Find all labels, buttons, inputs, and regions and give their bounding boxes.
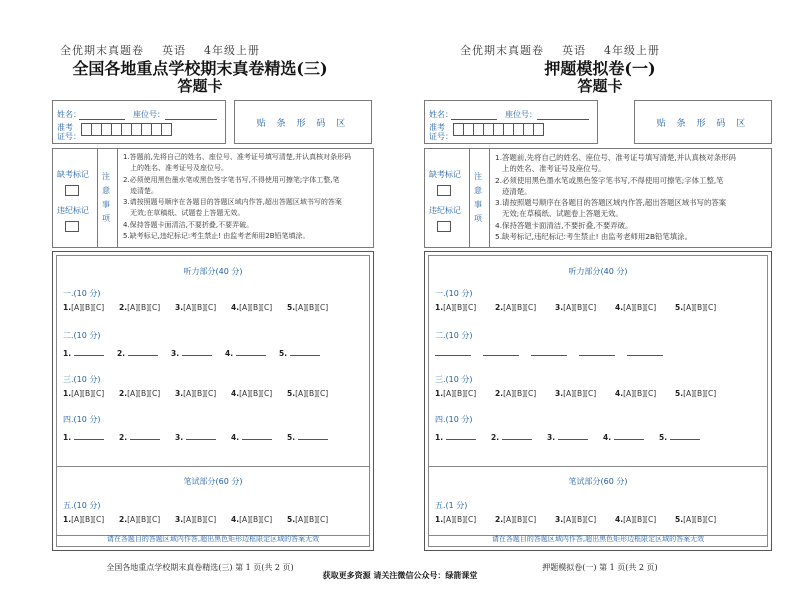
answer-card-right [400, 0, 800, 612]
seat-label: 座位号： [133, 110, 165, 119]
violation-mark-box[interactable] [65, 221, 79, 232]
id-label-1: 准考 [429, 123, 445, 132]
promo-banner: 获取更多资源 请关注微信公众号：绿箭课堂 [322, 571, 478, 580]
id-label-2: 证号： [57, 132, 81, 141]
section-4-head: 四.(10 分) [435, 415, 473, 424]
series-header: 全优期末真题卷 英语 4年级上册 [60, 44, 260, 57]
boundary-warning: 请在各题目的答题区域内作答,超出黑色矩形边框限定区域的答案无效 [106, 535, 320, 543]
page-footer: 押题模拟卷(一) 第 1 页(共 2 页) [542, 563, 658, 572]
page-footer: 全国各地重点学校期末真卷精选(三) 第 1 页(共 2 页) [106, 563, 294, 572]
mark-column [53, 149, 98, 247]
listening-title: 听力部分(40 分) [183, 267, 243, 276]
page-title: 押题模拟卷(一) [544, 59, 656, 78]
missing-mark-box[interactable] [65, 185, 79, 196]
listening-title: 听力部分(40 分) [568, 267, 628, 276]
name-field[interactable] [79, 119, 125, 120]
answer-area [52, 251, 374, 551]
name-label: 姓名： [57, 110, 81, 119]
missing-mark-label: 缺考标记 [57, 170, 89, 179]
violation-mark-label: 违纪标记 [429, 206, 461, 215]
section-2-head: 二.(10 分) [63, 331, 101, 340]
notice-list: 1.答题前,先将自己的姓名、座位号、准考证号填写清楚,并认真核对条形码 上的姓名、准考证号及座位号。 2.必须使用黑色墨水笔或黑色签字笔书写,不得使用可擦笔;字体工整,笔 迹清楚。 3.请按照题号顺序在各题目的答题区域内作答,超出答题区域书写的答案 无效;在草稿纸、试题卷上答题无效。 4.保持答题卡面清洁,不要折叠,不要弄破。 5.缺考标记,违纪标记:考生禁止! 由监考老师用2B铅笔填涂。 [123, 153, 352, 241]
section-divider [57, 466, 369, 467]
section-4-head: 四.(10 分) [63, 415, 101, 424]
section-3-head: 三.(10 分) [435, 375, 473, 384]
section-1-head: 一.(10 分) [435, 289, 473, 298]
barcode-area: 贴 条 形 码 区 [634, 100, 772, 144]
mark-column [425, 149, 470, 247]
writing-title: 笔试部分(60 分) [183, 477, 243, 486]
boundary-warning: 请在各题目的答题区域内作答,超出黑色矩形边框限定区域的答案无效 [491, 535, 705, 543]
section-5-head: 五.(1 分) [435, 501, 468, 510]
section-2-blanks[interactable] [435, 347, 765, 357]
notice-heading: 注 意 事 项 [469, 149, 490, 247]
notice-box [52, 148, 374, 248]
exam-id-cells[interactable] [453, 123, 543, 136]
section-3-head: 三.(10 分) [63, 375, 101, 384]
student-info-box [52, 100, 226, 144]
violation-mark-box[interactable] [437, 221, 451, 232]
section-1-head: 一.(10 分) [63, 289, 101, 298]
answer-area [424, 251, 772, 551]
section-divider [429, 466, 767, 467]
answer-inner-frame: 听力部分(40 分) 一.(10 分) 1.[A][B][C] 2.[A][B][C] 3.[A][B][C] 4.[A][B][C] 5.[A][B][C] 二.(10 分) 三.(10 分) 1.[A][B][C] 2.[A][B][C] 3.[A][B][C] 4.[A][B][C] 5.[A][B][C] 四.(10 分) 1. 2. 3. 4. 5. 笔试部分(60 分) 五.(1 分) 1.[A][B][C] 2.[A][B][C] 3.[A][B][C] 4.[A][B][C] 5.[A][B][C] 请在各题目的答题区域内作答,超出黑色矩形边框限定区域的答案无效 [428, 255, 768, 547]
page-subtitle: 答题卡 [577, 77, 623, 95]
id-label-2: 证号： [429, 132, 453, 141]
seat-field[interactable] [165, 119, 217, 120]
section-5-head: 五.(10 分) [63, 501, 101, 510]
violation-mark-label: 违纪标记 [57, 206, 89, 215]
notice-heading: 注 意 事 项 [97, 149, 118, 247]
answer-inner-frame: 听力部分(40 分) 一.(10 分) 1.[A][B][C] 2.[A][B][C] 3.[A][B][C] 4.[A][B][C] 5.[A][B][C] 二.(10 分) 1. 2. 3. 4. 5. 三.(10 分) 1.[A][B][C] 2.[A][B][C] 3.[A][B][C] 4.[A][B][C] 5.[A][B][C] 四.(10 分) 1. 2. 3. 4. 5. 笔试部分(60 分) 五.(10 分) 1.[A][B][C] 2.[A][B][C] 3.[A][B][C] 4.[A][B][C] 5.[A][B][C] 请在各题目的答题区域内作答,超出黑色矩形边框限定区域的答案无效 [56, 255, 370, 547]
page-title: 全国各地重点学校期末真卷精选(三) [72, 59, 328, 78]
name-field[interactable] [451, 119, 497, 120]
student-info-box [424, 100, 598, 144]
section-2-head: 二.(10 分) [435, 331, 473, 340]
exam-id-cells[interactable] [81, 123, 171, 136]
barcode-area: 贴 条 形 码 区 [234, 100, 372, 144]
missing-mark-label: 缺考标记 [429, 170, 461, 179]
name-label: 姓名： [429, 110, 453, 119]
seat-field[interactable] [537, 119, 589, 120]
page-subtitle: 答题卡 [177, 77, 223, 95]
series-header: 全优期末真题卷 英语 4年级上册 [460, 44, 660, 57]
id-label-1: 准考 [57, 123, 73, 132]
writing-title: 笔试部分(60 分) [568, 477, 628, 486]
notice-list: 1.答题前,先将自己的姓名、座位号、准考证号填写清楚,并认真核对条形码 上的姓名、准考证号及座位号。 2.必须使用黑色墨水笔或黑色签字笔书写,不得使用可擦笔;字体工整,笔 迹清楚。 3.请按照题号顺序在各题目的答题区域内作答,超出答题区域书写的答案 无效;在草稿纸、试题卷上答题无效。 4.保持答题卡面清洁,不要折叠,不要弄破。 5.缺考标记,违纪标记:考生禁止! 由监考老师用2B铅笔填涂。 [495, 153, 736, 242]
notice-box [424, 148, 772, 248]
missing-mark-box[interactable] [437, 185, 451, 196]
seat-label: 座位号： [505, 110, 537, 119]
